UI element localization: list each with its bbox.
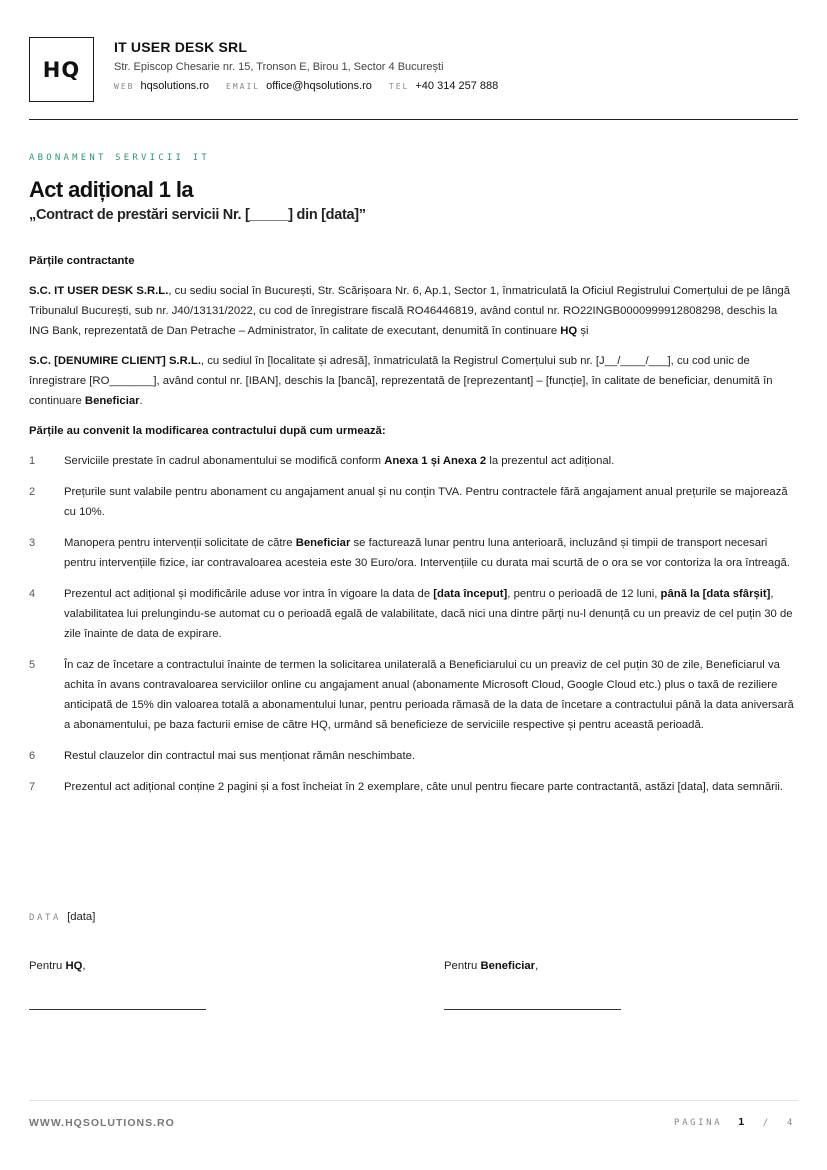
logo-text: HQ: [42, 57, 81, 82]
clause-text: , valabilitatea lui prelungindu-se automat cu o perioadă egală de valabilitate, dacă nici una dintre părți nu-l denunță cu un preaviz de cel puțin 30 de zile înainte de data de expirare.: [64, 588, 793, 640]
header-divider: [29, 119, 798, 120]
date-value: [data]: [67, 911, 96, 923]
party-beneficiary: [29, 351, 798, 411]
company-address: Str. Episcop Chesarie nr. 15, Tronson E, Birou 1, Sector 4 București: [114, 61, 444, 73]
web-label: WEB: [114, 82, 135, 91]
footer-website[interactable]: WWW.HQSOLUTIONS.RO: [29, 1117, 175, 1129]
signature-party: HQ: [65, 960, 83, 972]
clause-item: [29, 777, 798, 797]
date-label: DATA: [29, 913, 62, 923]
clause-number: 6: [29, 750, 36, 762]
signature-line-beneficiary: [444, 1009, 621, 1010]
page-label: PAGINA: [674, 1118, 723, 1128]
beneficiary-end: .: [139, 395, 143, 407]
web-link[interactable]: hqsolutions.ro: [140, 80, 209, 92]
clause-text: Serviciile prestate în cadrul abonamentului se modifică conform: [64, 455, 385, 467]
clause-number: 7: [29, 781, 36, 793]
signature-party: Beneficiar: [480, 960, 536, 972]
clause-item: [29, 655, 798, 735]
party-executant: [29, 281, 798, 341]
clause-text: Prezentul act adițional conține 2 pagini și a fost încheiat în 2 exemplare, câte unul pentru fiecare parte contractantă, astăzi [data], data semnării.: [64, 781, 784, 793]
clause-list: [29, 451, 798, 797]
tel-link[interactable]: +40 314 257 888: [415, 80, 499, 92]
clause-text: În caz de încetare a contractului înainte de termen la solicitarea unilaterală a Beneficiarului cu un preaviz de cel puțin 30 de zile, Beneficiarul va achita în avans contravaloarea serviciilor online cu angajament anual (abonamente Microsoft Cloud, Google Cloud etc.) plus o taxă de reziliere anticipată de 15% din valoarea totală a abonamentului lunar, pentru perioada rămasă de la data de încetare a contractului până la data aniversară a abonamentului, pe baza facturii emise de către HQ, urmând să beneficieze de serviciile respective și pentru această perioadă.: [64, 659, 794, 731]
signature-hq: [29, 960, 86, 972]
document-category: ABONAMENT SERVICII IT: [29, 153, 210, 163]
clause-text: , pentru o perioadă de 12 luni,: [507, 588, 661, 600]
signature-line-hq: [29, 1009, 206, 1010]
clause-emphasis: Beneficiar: [295, 537, 351, 549]
page-separator: /: [762, 1118, 771, 1128]
clause-emphasis: [data început]: [433, 588, 508, 600]
clause-text: Manopera pentru intervenții solicitate de către: [64, 537, 296, 549]
executant-details: , cu sediu social în București, Str. Scărișoara Nr. 6, Ap.1, Sector 1, înmatriculată la Oficiul Registrului Comerțului de pe lângă Tribunalul București, sub nr. J40/13131/2022, cu cod de înregistrare fiscală RO46446819, având contul nr. RO22INGB0000999912808298, deschis la ING Bank, reprezentată de Dan Petrache – Administrator, în calitate de executant, denumită în continuare: [29, 285, 790, 337]
clause-text: la prezentul act adițional.: [486, 455, 615, 467]
page-total: 4: [786, 1118, 795, 1128]
document-subtitle: „Contract de prestări servicii Nr. [_____] din [data]”: [29, 207, 366, 223]
clause-number: 3: [29, 537, 36, 549]
page-current: 1: [738, 1117, 747, 1128]
document-title: Act adițional 1 la: [29, 177, 194, 202]
document-body: [29, 251, 798, 808]
page-indicator: [674, 1117, 795, 1128]
clause-text: Prezentul act adițional și modificările aduse vor intra în vigoare la data de: [64, 588, 434, 600]
executant-end: și: [577, 325, 589, 337]
signature-beneficiary: [444, 960, 538, 972]
clause-item: [29, 451, 798, 471]
date-field: [29, 911, 95, 923]
clause-text: se facturează lunar pentru luna anterioară, incluzând și timpii de transport necesari pentru intervențiile fizice, iar contravaloarea acesteia este 30 Euro/ora. Intervențiile cu durata mai scurtă de o ora se vor contoriza la ora întreagă.: [64, 537, 790, 569]
company-name: IT USER DESK SRL: [114, 39, 248, 55]
footer-divider: [29, 1100, 798, 1101]
clause-number: 5: [29, 659, 36, 671]
beneficiary-name: S.C. [DENUMIRE CLIENT] S.R.L.: [29, 355, 201, 367]
beneficiary-alias: Beneficiar: [84, 395, 140, 407]
clause-number: 4: [29, 588, 36, 600]
clause-text: Restul clauzelor din contractul mai sus menționat rămân neschimbate.: [64, 750, 415, 762]
clause-text: Prețurile sunt valabile pentru abonament cu angajament anual și nu conțin TVA. Pentru contractele fără angajament anual prețurile se majorează cu 10%.: [64, 486, 788, 518]
email-label: EMAIL: [226, 82, 261, 91]
company-info: [114, 39, 512, 92]
executant-name: S.C. IT USER DESK S.R.L.: [29, 285, 169, 297]
agreement-heading: Părțile au convenit la modificarea contractului după cum urmează:: [29, 425, 386, 437]
signature-prefix: Pentru: [29, 960, 66, 972]
parties-heading: Părțile contractante: [29, 255, 135, 267]
tel-label: TEL: [388, 82, 410, 91]
email-link[interactable]: office@hqsolutions.ro: [266, 80, 372, 92]
signature-suffix: ,: [535, 960, 539, 972]
executant-alias: HQ: [560, 325, 578, 337]
beneficiary-details: , cu sediul în [localitate și adresă], înmatriculată la Registrul Comerțului sub nr. [J__/____/___], cu cod unic de înregistrare [RO_______], având contul nr. [IBAN], deschis la [bancă], reprezentată de [reprezentant] – [funcție], în calitate de beneficiar, denumită în continuare: [29, 355, 773, 407]
clause-item: [29, 746, 798, 766]
signature-prefix: Pentru: [444, 960, 481, 972]
contact-line: [114, 80, 512, 92]
letterhead: [29, 37, 797, 103]
signature-suffix: ,: [82, 960, 86, 972]
clause-item: [29, 533, 798, 573]
clause-emphasis: Anexa 1 și Anexa 2: [384, 455, 487, 467]
clause-number: 1: [29, 455, 36, 467]
clause-item: [29, 482, 798, 522]
company-logo: [29, 37, 94, 102]
clause-number: 2: [29, 486, 36, 498]
clause-emphasis: până la [data sfârșit]: [660, 588, 771, 600]
clause-item: [29, 584, 798, 644]
